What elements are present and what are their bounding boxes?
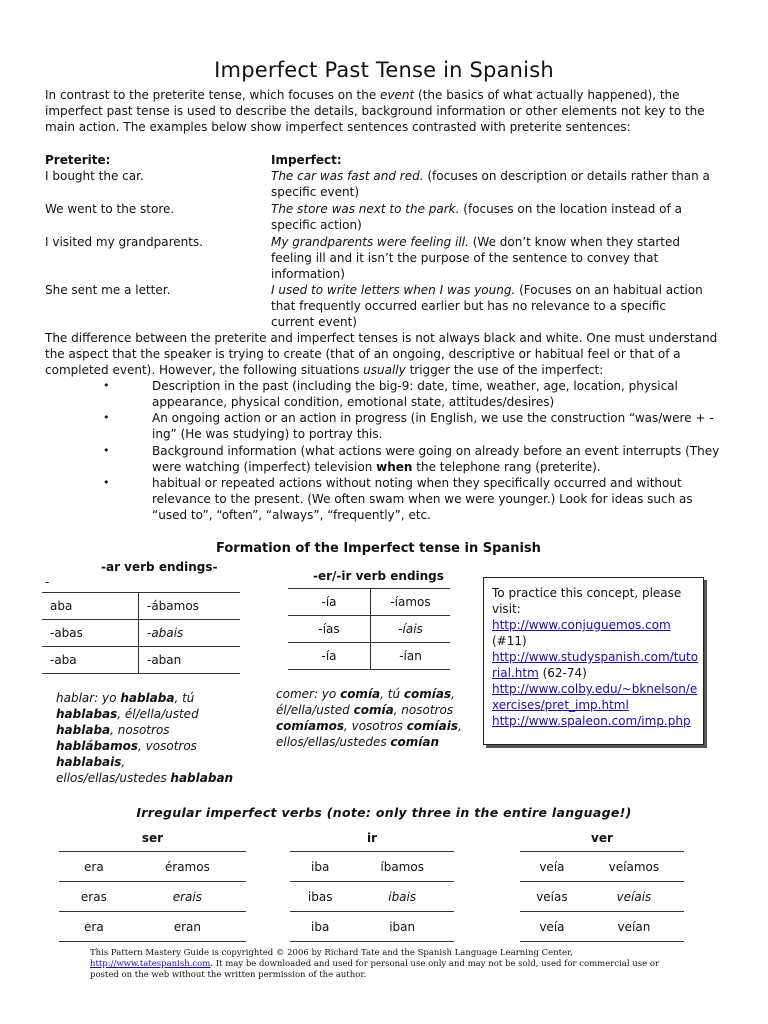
bullet-icon: •	[103, 444, 110, 457]
example-line: él/ella/usted comía, nosotros	[276, 703, 454, 717]
bullet-text: appearance, physical condition, emotional state, attitudes/desires)	[152, 395, 555, 409]
table-row: iba iban	[290, 912, 454, 942]
preterite-example: I visited my grandparents.	[45, 235, 204, 249]
preterite-example: We went to the store.	[45, 202, 175, 216]
formation-heading: Formation of the Imperfect tense in Spanish	[216, 541, 541, 556]
verb-ver-table	[520, 851, 684, 942]
table-row: veía veíamos	[520, 852, 684, 882]
bullet-text: were watching (imperfect) television when the telephone rang (preterite).	[152, 460, 601, 474]
table-row: era eran	[59, 912, 246, 942]
table-row: -abas -abais	[42, 620, 240, 647]
imperfect-example-cont: specific event)	[271, 185, 360, 199]
verb-ser-table	[59, 851, 246, 942]
difference-line-1: The difference between the preterite and imperfect tenses is not always black and white. One must understand	[45, 331, 718, 345]
table-row: era éramos	[59, 852, 246, 882]
table-row: ibas ibais	[290, 882, 454, 912]
copyright-footer: This Pattern Mastery Guide is copyrighted © 2006 by Richard Tate and the Spanish Language Learning Center, http://www.tatespanish.com. It may be downloaded and used for personal use only and may not be sold, used for commercial use or posted on the web without the written permission of the author.	[90, 948, 660, 980]
table-row: aba -ábamos	[42, 593, 240, 620]
imperfect-example: The car was fast and red. (focuses on description or details rather than a	[271, 169, 710, 183]
verb-ir-table	[290, 851, 454, 942]
example-line: hablabais,	[56, 755, 126, 769]
verb-ser-title: ser	[141, 831, 164, 845]
table-row: iba íbamos	[290, 852, 454, 882]
intro-line-2: imperfect past tense is used to describe the details, background information or other elements not key to the	[45, 104, 705, 118]
er-heading: -er/-ir verb endings	[313, 569, 444, 583]
example-line: hablaba, nosotros	[56, 723, 170, 737]
preterite-example: She sent me a letter.	[45, 283, 171, 297]
verb-ver-title: ver	[591, 831, 613, 845]
imperfect-example-cont: specific action)	[271, 218, 362, 232]
practice-box	[483, 577, 704, 745]
conjuguemos-link[interactable]: http://www.conjuguemos.com	[492, 618, 671, 632]
studyspanish-link-cont: rial.htm (62-74)	[492, 666, 587, 680]
ar-heading: -ar verb endings-	[101, 560, 218, 574]
preterite-header: Preterite:	[45, 153, 111, 167]
bullet-text: ing” (He was studying) to portray this.	[152, 427, 383, 441]
imperfect-example-cont: information)	[271, 267, 345, 281]
bullet-icon: •	[103, 379, 110, 392]
imperfect-example: I used to write letters when I was young. (Focuses on an habitual action	[271, 283, 703, 297]
intro-line-1: In contrast to the preterite tense, which focuses on the event (the basics of what actually happened), the	[45, 88, 680, 102]
tatespanish-link[interactable]: http://www.tatespanish.com	[90, 959, 211, 969]
practice-intro: To practice this concept, please	[492, 586, 682, 600]
example-line: hablábamos, vosotros	[56, 739, 197, 753]
bullet-text: relevance to the present. (We often swam when we were younger.) Look for ideas such as	[152, 492, 693, 506]
imperfect-example: My grandparents were feeling ill. (We don’t know when they started	[271, 235, 680, 249]
table-row: -ías -íais	[288, 616, 450, 643]
verb-ir-title: ir	[366, 831, 378, 845]
example-line: ellos/ellas/ustedes comían	[276, 735, 440, 749]
table-row: veía veían	[520, 912, 684, 942]
difference-line-3: completed event). However, the following situations usually trigger the use of the imperfect:	[45, 363, 604, 377]
bullet-text: Description in the past (including the big-9: date, time, weather, age, location, physical	[152, 379, 678, 393]
imperfect-example-cont: that frequently occurred earlier but has no relevance to a specific	[271, 299, 666, 313]
irregular-heading: Irregular imperfect verbs (note: only three in the entire language!)	[136, 805, 632, 820]
table-row: veías veíais	[520, 882, 684, 912]
table-row: eras erais	[59, 882, 246, 912]
bullet-icon: •	[103, 476, 110, 489]
preterite-example: I bought the car.	[45, 169, 144, 183]
difference-line-2: the aspect that the speaker is trying to create (that of an ongoing, descriptive or habitual feel or that of a	[45, 347, 681, 361]
table-row: -ía -íamos	[288, 589, 450, 616]
table-row: -ía -ían	[288, 643, 450, 670]
colby-link[interactable]: xercises/pret_imp.html	[492, 698, 629, 712]
imperfect-example-cont: feeling ill and it isn’t the purpose of the sentence to convey that	[271, 251, 659, 265]
bullet-icon: •	[103, 411, 110, 424]
example-line: hablar: yo hablaba, tú	[56, 691, 195, 705]
bullet-text: “used to”, “often”, “always”, “frequently”, etc.	[152, 508, 431, 522]
table-row: -aba -aban	[42, 647, 240, 674]
example-line: comíamos, vosotros comíais,	[276, 719, 462, 733]
spaleon-link[interactable]: http://www.spaleon.com/imp.php	[492, 714, 691, 728]
practice-intro: visit:	[492, 602, 521, 616]
page-title: Imperfect Past Tense in Spanish	[214, 58, 554, 82]
imperfect-example: The store was next to the park. (focuses on the location instead of a	[271, 202, 682, 216]
example-line: hablabas, él/ella/usted	[56, 707, 199, 721]
ar-endings-table	[42, 592, 240, 674]
ar-dash: -	[45, 575, 50, 589]
studyspanish-link[interactable]: http://www.studyspanish.com/tuto	[492, 650, 699, 664]
studyspanish-link[interactable]: rial.htm	[492, 666, 539, 680]
er-endings-table	[288, 588, 450, 670]
example-line: comer: yo comía, tú comías,	[276, 687, 455, 701]
colby-link[interactable]: http://www.colby.edu/~bknelson/e	[492, 682, 698, 696]
imperfect-example-cont: current event)	[271, 315, 357, 329]
bullet-text: habitual or repeated actions without noting when they specifically occurred and without	[152, 476, 682, 490]
intro-line-3: main action. The examples below show imperfect sentences contrasted with preterite sentences:	[45, 120, 631, 134]
bullet-text: An ongoing action or an action in progress (in English, we use the construction “was/were + -	[152, 411, 714, 425]
practice-note: (#11)	[492, 634, 527, 648]
example-line: ellos/ellas/ustedes hablaban	[56, 771, 234, 785]
bullet-text: Background information (what actions were going on already before an event interrupts (They	[152, 444, 720, 458]
imperfect-header: Imperfect:	[271, 153, 342, 167]
